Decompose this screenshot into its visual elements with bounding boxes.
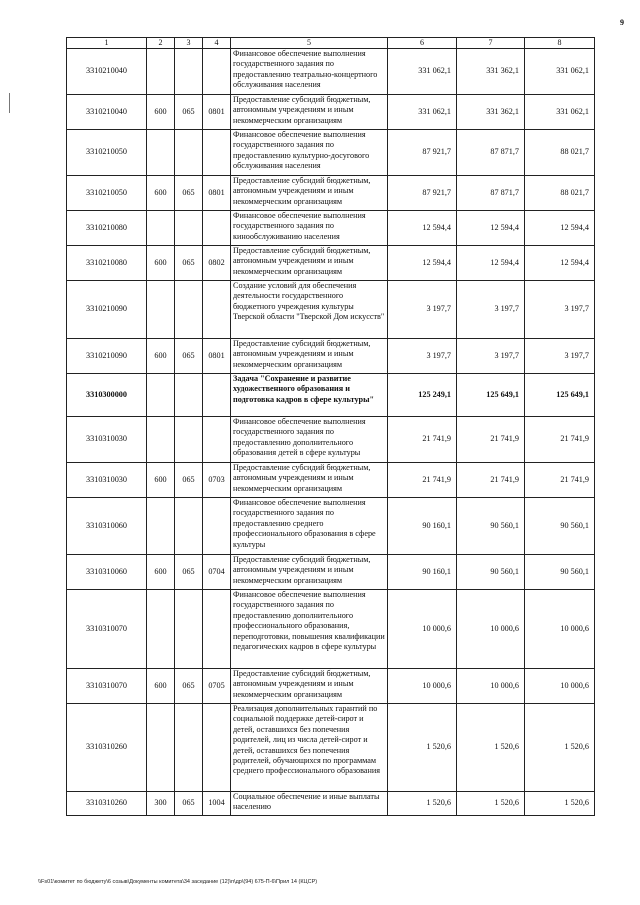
- row-value-6: 1 520,6: [388, 704, 457, 792]
- table-row: [67, 463, 595, 498]
- table-row: [67, 49, 595, 95]
- table-row: [67, 281, 595, 339]
- row-value-7: 90 560,1: [457, 498, 525, 555]
- row-expense-type: 600: [147, 246, 175, 281]
- row-value-7: 21 741,9: [457, 417, 525, 463]
- row-code: 3310310030: [67, 463, 147, 498]
- row-section: [203, 498, 231, 555]
- row-description: Предоставление субсидий бюджетным, автономным учреждениям и иным некоммерческим организациям: [231, 246, 388, 281]
- file-path-footer: \\Fs01\комитет по бюджету\6 созыв\Документы комитета\34 заседание (12)\п\др\(94) 675-П-6\Прил 14 (КЦСР): [38, 879, 318, 885]
- row-expense-type: 600: [147, 463, 175, 498]
- row-expense-type: 600: [147, 555, 175, 590]
- column-header-1: 1: [67, 38, 147, 49]
- row-value-7: 12 594,4: [457, 211, 525, 246]
- row-section: [203, 374, 231, 417]
- row-value-6: 331 062,1: [388, 95, 457, 130]
- row-expense-type: [147, 417, 175, 463]
- row-value-6: 90 160,1: [388, 498, 457, 555]
- table-body: [67, 49, 595, 816]
- table-row: [67, 704, 595, 792]
- row-department: 065: [175, 463, 203, 498]
- row-value-8: 88 021,7: [525, 176, 595, 211]
- table-row: [67, 130, 595, 176]
- row-value-6: 12 594,4: [388, 246, 457, 281]
- row-value-8: 21 741,9: [525, 417, 595, 463]
- row-expense-type: 600: [147, 669, 175, 704]
- row-description: Социальное обеспечение и иные выплаты населению: [231, 792, 388, 816]
- row-department: [175, 49, 203, 95]
- row-value-6: 87 921,7: [388, 130, 457, 176]
- column-header-5: 5: [231, 38, 388, 49]
- row-value-7: 10 000,6: [457, 590, 525, 669]
- row-code: 3310310260: [67, 704, 147, 792]
- row-expense-type: [147, 704, 175, 792]
- table-row: [67, 417, 595, 463]
- row-department: [175, 498, 203, 555]
- table-header: [67, 38, 595, 49]
- row-description: Предоставление субсидий бюджетным, автономным учреждениям и иным некоммерческим организациям: [231, 555, 388, 590]
- table-row: [67, 590, 595, 669]
- row-expense-type: [147, 374, 175, 417]
- row-section: 0705: [203, 669, 231, 704]
- row-value-8: 88 021,7: [525, 130, 595, 176]
- table-row: [67, 211, 595, 246]
- row-expense-type: 600: [147, 339, 175, 374]
- row-value-7: 87 871,7: [457, 130, 525, 176]
- row-code: 3310210080: [67, 246, 147, 281]
- row-department: 065: [175, 669, 203, 704]
- row-department: [175, 704, 203, 792]
- row-value-6: 3 197,7: [388, 339, 457, 374]
- row-description: Финансовое обеспечение выполнения государственного задания по предоставлению дополнительного образования детей в сфере культуры: [231, 417, 388, 463]
- row-code: 3310210050: [67, 176, 147, 211]
- column-header-8: 8: [525, 38, 595, 49]
- row-value-6: 87 921,7: [388, 176, 457, 211]
- row-value-7: 1 520,6: [457, 792, 525, 816]
- row-value-8: 10 000,6: [525, 590, 595, 669]
- row-value-8: 12 594,4: [525, 211, 595, 246]
- row-description: Финансовое обеспечение выполнения государственного задания по предоставлению театрально-концертного обслуживания населения: [231, 49, 388, 95]
- row-value-8: 331 062,1: [525, 49, 595, 95]
- row-code: 3310210090: [67, 281, 147, 339]
- row-value-6: 12 594,4: [388, 211, 457, 246]
- row-expense-type: [147, 498, 175, 555]
- row-value-7: 331 362,1: [457, 49, 525, 95]
- column-header-6: 6: [388, 38, 457, 49]
- row-department: 065: [175, 555, 203, 590]
- budget-table: [66, 37, 595, 816]
- row-value-8: 1 520,6: [525, 792, 595, 816]
- row-code: 3310210080: [67, 211, 147, 246]
- row-value-7: 331 362,1: [457, 95, 525, 130]
- row-section: [203, 417, 231, 463]
- row-section: 0801: [203, 176, 231, 211]
- row-expense-type: 600: [147, 176, 175, 211]
- row-section: [203, 130, 231, 176]
- column-header-3: 3: [175, 38, 203, 49]
- row-value-7: 3 197,7: [457, 339, 525, 374]
- row-description: Реализация дополнительных гарантий по социальной поддержке детей-сирот и детей, оставшихся без попечения родителей, лиц из числа детей-сирот и детей, оставшихся без попечения родителей, обучающихся по программам среднего профессионального образования: [231, 704, 388, 792]
- row-section: 0801: [203, 339, 231, 374]
- row-value-6: 10 000,6: [388, 669, 457, 704]
- table-row: [67, 669, 595, 704]
- row-code: 3310210040: [67, 49, 147, 95]
- row-section: [203, 704, 231, 792]
- row-value-8: 21 741,9: [525, 463, 595, 498]
- row-department: [175, 130, 203, 176]
- row-value-8: 125 649,1: [525, 374, 595, 417]
- row-code: 3310210040: [67, 95, 147, 130]
- column-header-4: 4: [203, 38, 231, 49]
- row-expense-type: 600: [147, 95, 175, 130]
- row-department: 065: [175, 95, 203, 130]
- row-department: 065: [175, 339, 203, 374]
- row-expense-type: [147, 281, 175, 339]
- row-description: Финансовое обеспечение выполнения государственного задания по предоставлению культурно-досугового обслуживания населения: [231, 130, 388, 176]
- row-description: Предоставление субсидий бюджетным, автономным учреждениям и иным некоммерческим организациям: [231, 95, 388, 130]
- row-value-8: 1 520,6: [525, 704, 595, 792]
- row-description: Финансовое обеспечение выполнения государственного задания по кинообслуживанию населения: [231, 211, 388, 246]
- row-code: 3310210090: [67, 339, 147, 374]
- row-code: 3310310030: [67, 417, 147, 463]
- row-section: [203, 281, 231, 339]
- row-value-6: 10 000,6: [388, 590, 457, 669]
- page-number: 9: [620, 18, 624, 27]
- row-code: 3310310060: [67, 555, 147, 590]
- row-code: 3310310260: [67, 792, 147, 816]
- row-section: 0703: [203, 463, 231, 498]
- table-row: [67, 246, 595, 281]
- table-row: [67, 792, 595, 816]
- row-value-7: 90 560,1: [457, 555, 525, 590]
- row-department: [175, 281, 203, 339]
- row-section: 1004: [203, 792, 231, 816]
- row-department: [175, 417, 203, 463]
- row-department: 065: [175, 792, 203, 816]
- table-row: [67, 498, 595, 555]
- row-expense-type: [147, 211, 175, 246]
- row-description: Предоставление субсидий бюджетным, автономным учреждениям и иным некоммерческим организациям: [231, 339, 388, 374]
- row-value-6: 21 741,9: [388, 463, 457, 498]
- row-code: 3310300000: [67, 374, 147, 417]
- row-code: 3310210050: [67, 130, 147, 176]
- row-value-8: 10 000,6: [525, 669, 595, 704]
- row-expense-type: [147, 49, 175, 95]
- row-value-6: 21 741,9: [388, 417, 457, 463]
- row-section: [203, 211, 231, 246]
- column-header-7: 7: [457, 38, 525, 49]
- row-department: 065: [175, 176, 203, 211]
- row-description: Предоставление субсидий бюджетным, автономным учреждениям и иным некоммерческим организациям: [231, 669, 388, 704]
- row-value-8: 3 197,7: [525, 339, 595, 374]
- row-code: 3310310070: [67, 590, 147, 669]
- table-row: [67, 555, 595, 590]
- row-section: [203, 590, 231, 669]
- row-value-7: 87 871,7: [457, 176, 525, 211]
- row-expense-type: [147, 130, 175, 176]
- row-value-8: 3 197,7: [525, 281, 595, 339]
- row-department: 065: [175, 246, 203, 281]
- row-value-7: 10 000,6: [457, 669, 525, 704]
- row-department: [175, 211, 203, 246]
- row-code: 3310310070: [67, 669, 147, 704]
- row-section: 0704: [203, 555, 231, 590]
- row-description: Финансовое обеспечение выполнения государственного задания по предоставлению дополнительного профессионального образования, переподготовки, повышения квалификации педагогических кадров в сфере культуры: [231, 590, 388, 669]
- row-code: 3310310060: [67, 498, 147, 555]
- row-description: Финансовое обеспечение выполнения государственного задания по предоставлению среднего профессионального образования в сфере культуры: [231, 498, 388, 555]
- row-description: Создание условий для обеспечения деятельности государственного бюджетного учреждения культуры Тверской области "Тверской Дом искусств": [231, 281, 388, 339]
- row-value-6: 90 160,1: [388, 555, 457, 590]
- row-value-8: 331 062,1: [525, 95, 595, 130]
- row-description: Предоставление субсидий бюджетным, автономным учреждениям и иным некоммерческим организациям: [231, 463, 388, 498]
- row-value-7: 125 649,1: [457, 374, 525, 417]
- table-row: [67, 374, 595, 417]
- table-row: [67, 95, 595, 130]
- row-expense-type: [147, 590, 175, 669]
- row-value-6: 1 520,6: [388, 792, 457, 816]
- row-value-6: 331 062,1: [388, 49, 457, 95]
- row-expense-type: 300: [147, 792, 175, 816]
- table-row: [67, 176, 595, 211]
- row-value-7: 21 741,9: [457, 463, 525, 498]
- row-value-7: 3 197,7: [457, 281, 525, 339]
- row-value-8: 12 594,4: [525, 246, 595, 281]
- row-section: [203, 49, 231, 95]
- row-department: [175, 374, 203, 417]
- table-row: [67, 339, 595, 374]
- row-description: Предоставление субсидий бюджетным, автономным учреждениям и иным некоммерческим организациям: [231, 176, 388, 211]
- row-value-7: 12 594,4: [457, 246, 525, 281]
- row-value-6: 125 249,1: [388, 374, 457, 417]
- row-value-8: 90 560,1: [525, 498, 595, 555]
- row-description: Задача "Сохранение и развитие художественного образования и подготовка кадров в сфере культуры": [231, 374, 388, 417]
- margin-mark: [9, 93, 10, 113]
- column-header-2: 2: [147, 38, 175, 49]
- row-section: 0801: [203, 95, 231, 130]
- row-value-7: 1 520,6: [457, 704, 525, 792]
- row-section: 0802: [203, 246, 231, 281]
- row-value-8: 90 560,1: [525, 555, 595, 590]
- row-department: [175, 590, 203, 669]
- row-value-6: 3 197,7: [388, 281, 457, 339]
